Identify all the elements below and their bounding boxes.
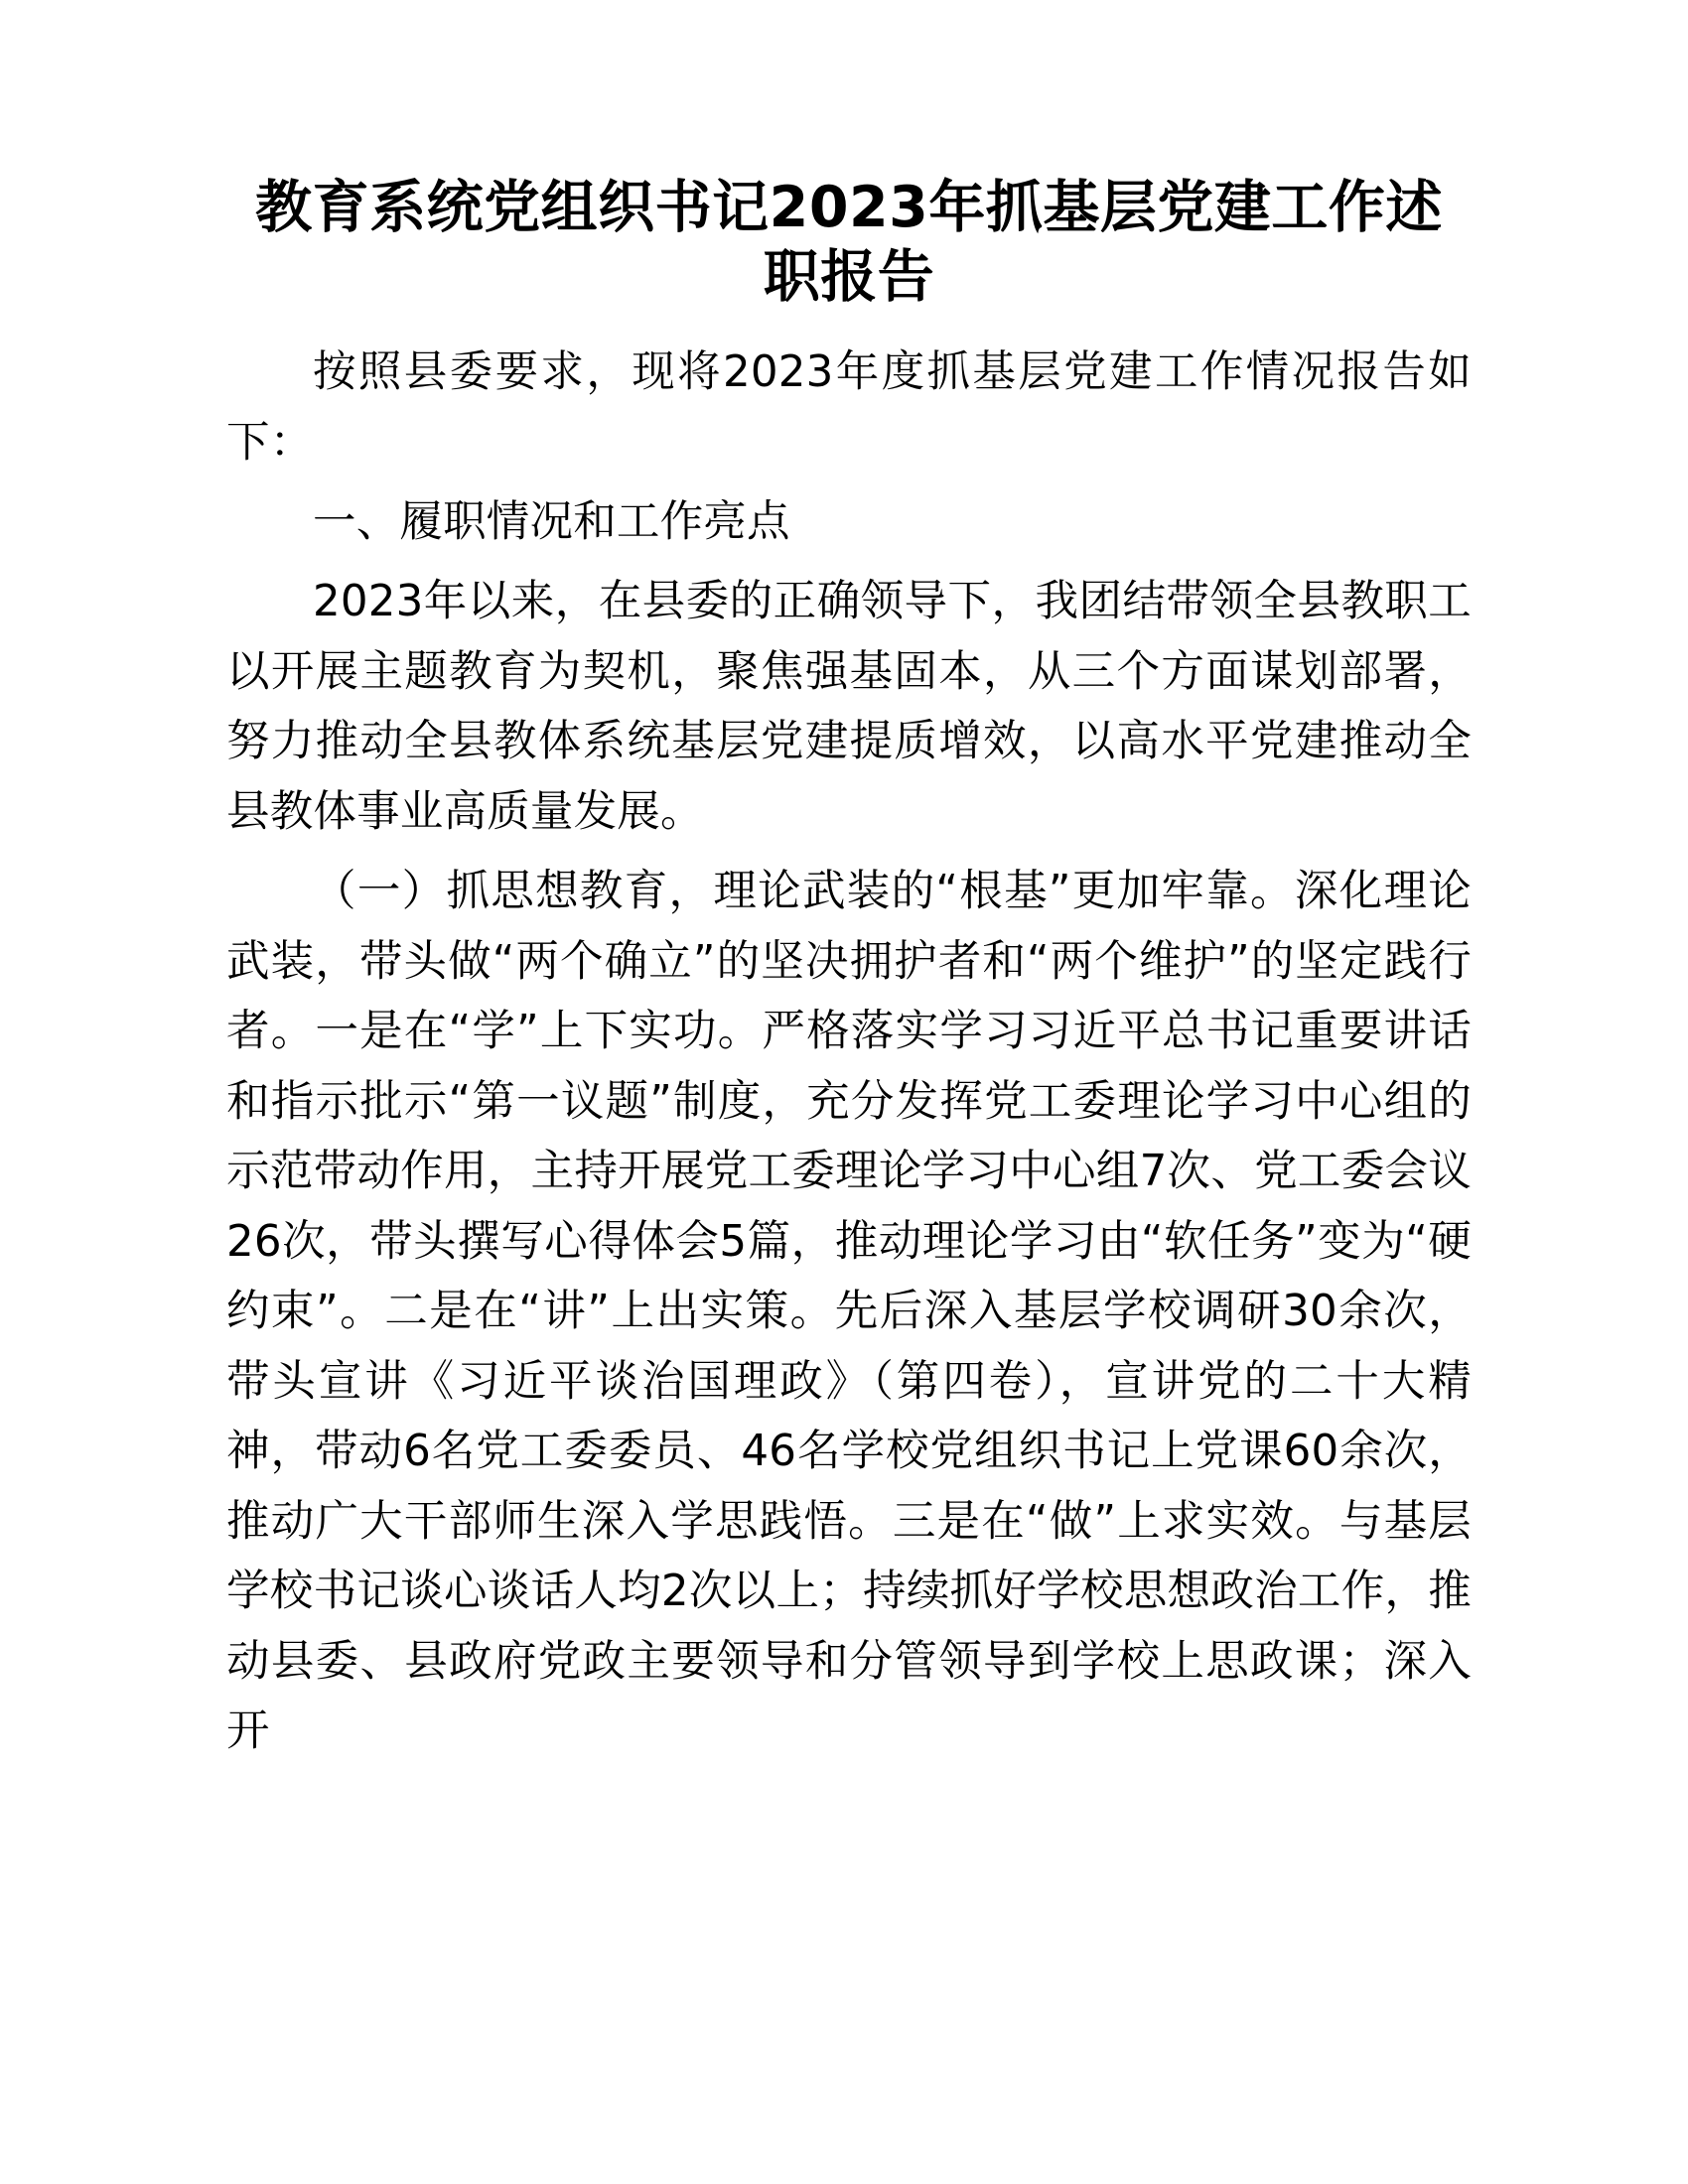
paragraph-section-1-1: （一）抓思想教育，理论武装的“根基”更加牢靠。深化理论武装，带头做“两个确立”的坚决拥护者和“两个维护”的坚定践行者。一是在“学”上下实功。严格落实学习习近平总书记重要讲话和指示批示“第一议题”制度，充分发挥党工委理论学习中心组的示范带动作用，主持开展党工委理论学习中心组7次、党工委会议26次，带头撰写心得体会5篇，推动理论学习由“软任务”变为“硬约束”。二是在“讲”上出实策。先后深入基层学校调研30余次，带头宣讲《习近平谈治国理政》（第四卷），宣讲党的二十大精神，带动6名党工委委员、46名学校党组织书记上党课60余次，推动广大干部师生深入学思践悟。三是在“做”上求实效。与基层学校书记谈心谈话人均2次以上；持续抓好学校思想政治工作，推动县委、县政府党政主要领导和分管领导到学校上思政课；深入开 [226, 867, 1472, 1756]
paragraph-intro: 按照县委要求，现将2023年度抓基层党建工作情况报告如下： [226, 347, 1472, 468]
section-heading-1: 一、履职情况和工作亮点 [313, 497, 790, 547]
document-title: 教育系统党组织书记2023年抓基层党建工作述职报告 [255, 175, 1443, 310]
paragraph-section-1-body: 2023年以来，在县委的正确领导下，我团结带领全县教职工以开展主题教育为契机，聚焦强基固本，从三个方面谋划部署，努力推动全县教体系统基层党建提质增效，以高水平党建推动全县教体事业高质量发展。 [226, 577, 1472, 837]
